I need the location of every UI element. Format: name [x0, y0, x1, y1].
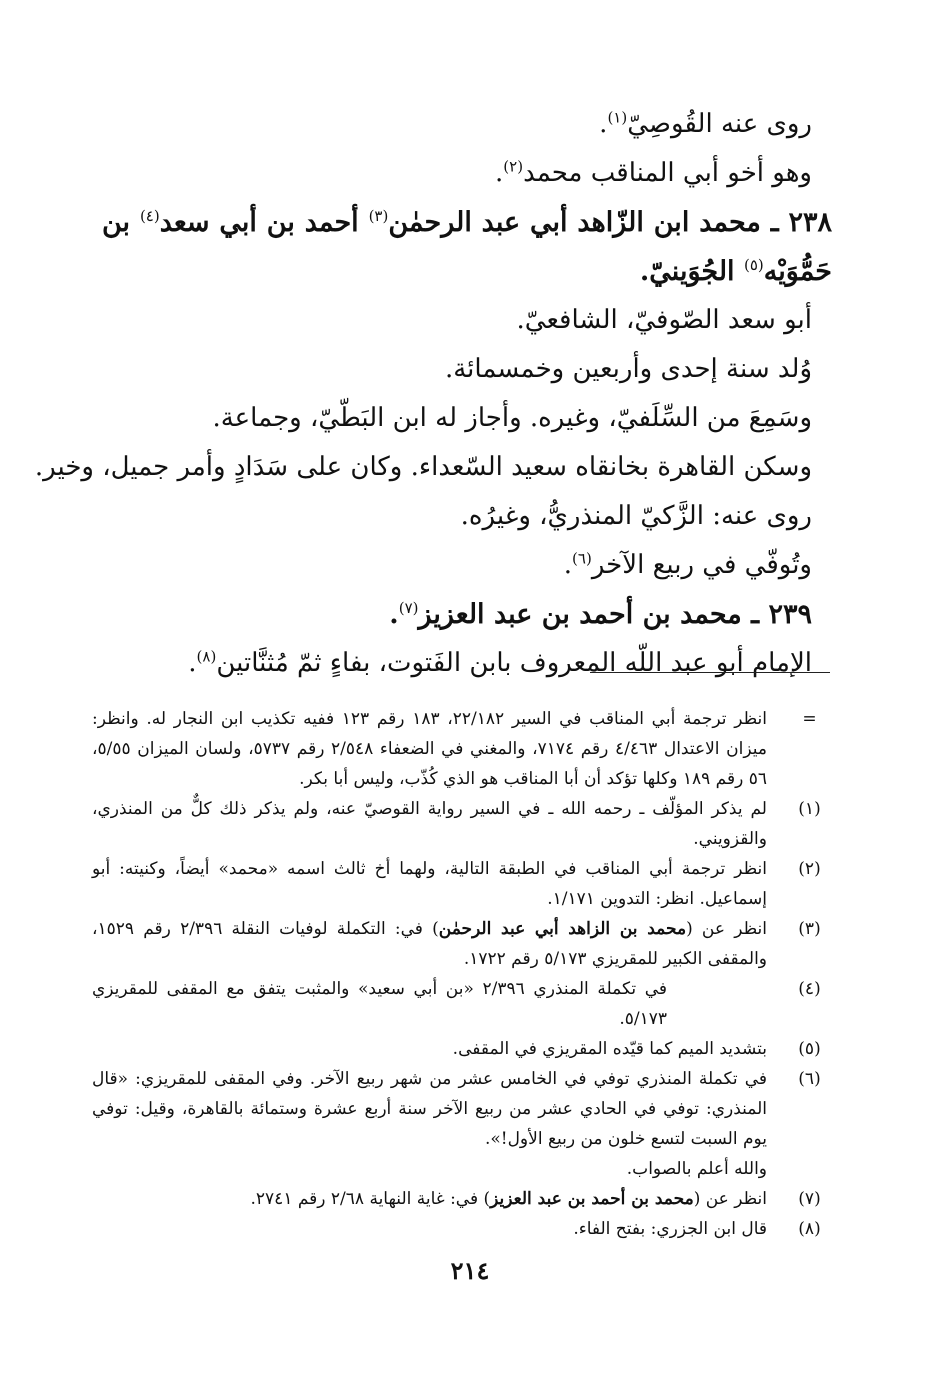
footnote-continuation: = انظر ترجمة أبي المناقب في السير ٢٢/١٨٢، ١٨٣ رقم ١٢٣ ففيه تكذيب ابن النجار له. وانظر: ميزان الاعتدال ٤/٤٦٣ رقم ٧١٧٤، والمغني في الضعفاء ٢/٥٤٨ رقم ٥٧٣٧، ولسان الميزان ٥/٥٥، ٥٦ رقم ١٨٩ وكلها تؤكد أن أبا المناقب هو الذي كُذّب، وليس أبا بكر.: [92, 709, 817, 789]
footnote-ref: (٨): [196, 647, 217, 666]
footnote-ref: (٧): [398, 599, 419, 617]
footnote-ref: (٣): [368, 207, 389, 225]
footnote-ref: (٤): [139, 207, 160, 225]
footnote-item: (٨) قال ابن الجزري: بفتح الفاء.: [573, 1219, 821, 1239]
text-line: وتُوفّي في ربيع الآخر$^{(٦)}$.: [563, 549, 812, 580]
footnote-separator: [590, 672, 830, 673]
text-line: الإمام أبو عبد اللّه المعروف بابن الفَتوت، بفاءٍ ثمّ مُثنَّاتين$^{(٨)}$.: [188, 647, 812, 678]
footnote-item: (٥) بتشديد الميم كما قيّده المقريزي في المقفى.: [452, 1039, 821, 1059]
text-line: روى عنه القُوصِيّ$^{(١)}$.: [599, 108, 812, 139]
text-line: وسكن القاهرة بخانقاه سعيد السّعداء. وكان على سَدَادٍ وأمر جميل، وخير.: [34, 452, 812, 482]
page-number: ٢١٤: [450, 1256, 490, 1285]
footnote-item: (٤) في تكملة المنذري ٢/٣٩٦ «بن أبي سعيد» والمثبت يتفق مع المقفى للمقريزي ٥/١٧٣.: [92, 979, 821, 1029]
entry-heading-239: ٢٣٩ ـ محمد بن أحمد بن عبد العزيز$^{(٧)}$.: [389, 599, 812, 630]
footnote-ref: (٢): [503, 157, 524, 176]
footnote-ref: (١): [607, 108, 628, 127]
text-line: روى عنه: الزَّكيّ المنذريُّ، وغيرُه.: [460, 501, 812, 531]
footnote-item: (٢) انظر ترجمة أبي المناقب في الطبقة التالية، ولهما أخ ثالث اسمه «محمد» أيضاً، وكنيته: أبو إسماعيل. انظر: التدوين ١/١٧١.: [92, 859, 821, 909]
footnote-item: (٦) في تكملة المنذري توفي في الخامس عشر من شهر ربيع الآخر. وفي المقفى للمقريزي: «قال المنذري: توفي في الحادي عشر من ربيع الآخر سنة أربع عشرة وستمائة بالقاهرة، وقيل: توفي يوم السبت لتسع خلون من ربيع الأول!». والله أعلم بالصواب.: [92, 1069, 821, 1179]
footnotes: [92, 704, 832, 1244]
footnote-item: (١) لم يذكر المؤلّف ـ رحمه الله ـ في السير رواية القوصيّ عنه، ولم يذكر ذلك كلٌّ من المنذري، والقزويني.: [92, 799, 821, 849]
text-line: أبو سعد الصّوفيّ، الشافعيّ.: [516, 305, 812, 335]
footnote-item: (٧) انظر عن (محمد بن أحمد بن عبد العزيز) في: غاية النهاية ٢/٦٨ رقم ٢٧٤١.: [250, 1189, 821, 1209]
entry-heading-238: ٢٣٨ ـ محمد ابن الزّاهد أبي عبد الرحمٰن$^{(٣)}$ أحمد بن أبي سعد$^{(٤)}$ بن حَمُّوَيْه$^{(٥)}$ الجُوَينيّ.: [102, 207, 833, 287]
text-line: وهو أخو أبي المناقب محمد$^{(٢)}$.: [495, 157, 812, 188]
text-line: وُلد سنة إحدى وأربعين وخمسمائة.: [444, 354, 812, 384]
footnote-ref: (٦): [572, 549, 592, 568]
footnote-item: (٣) انظر عن (محمد بن الزاهد أبي عبد الرحمٰن) في: التكملة لوفيات النقلة ٢/٣٩٦ رقم ١٥٢٩، والمقفى الكبير للمقريزي ٥/١٧٣ رقم ١٧٢٢.: [92, 919, 821, 969]
main-text: [34, 100, 833, 688]
footnote-ref: (٥): [743, 256, 764, 274]
text-line: وسَمِعَ من السِّلَفيّ، وغيره. وأجاز له ابن البَطّيّ، وجماعة.: [212, 403, 812, 433]
